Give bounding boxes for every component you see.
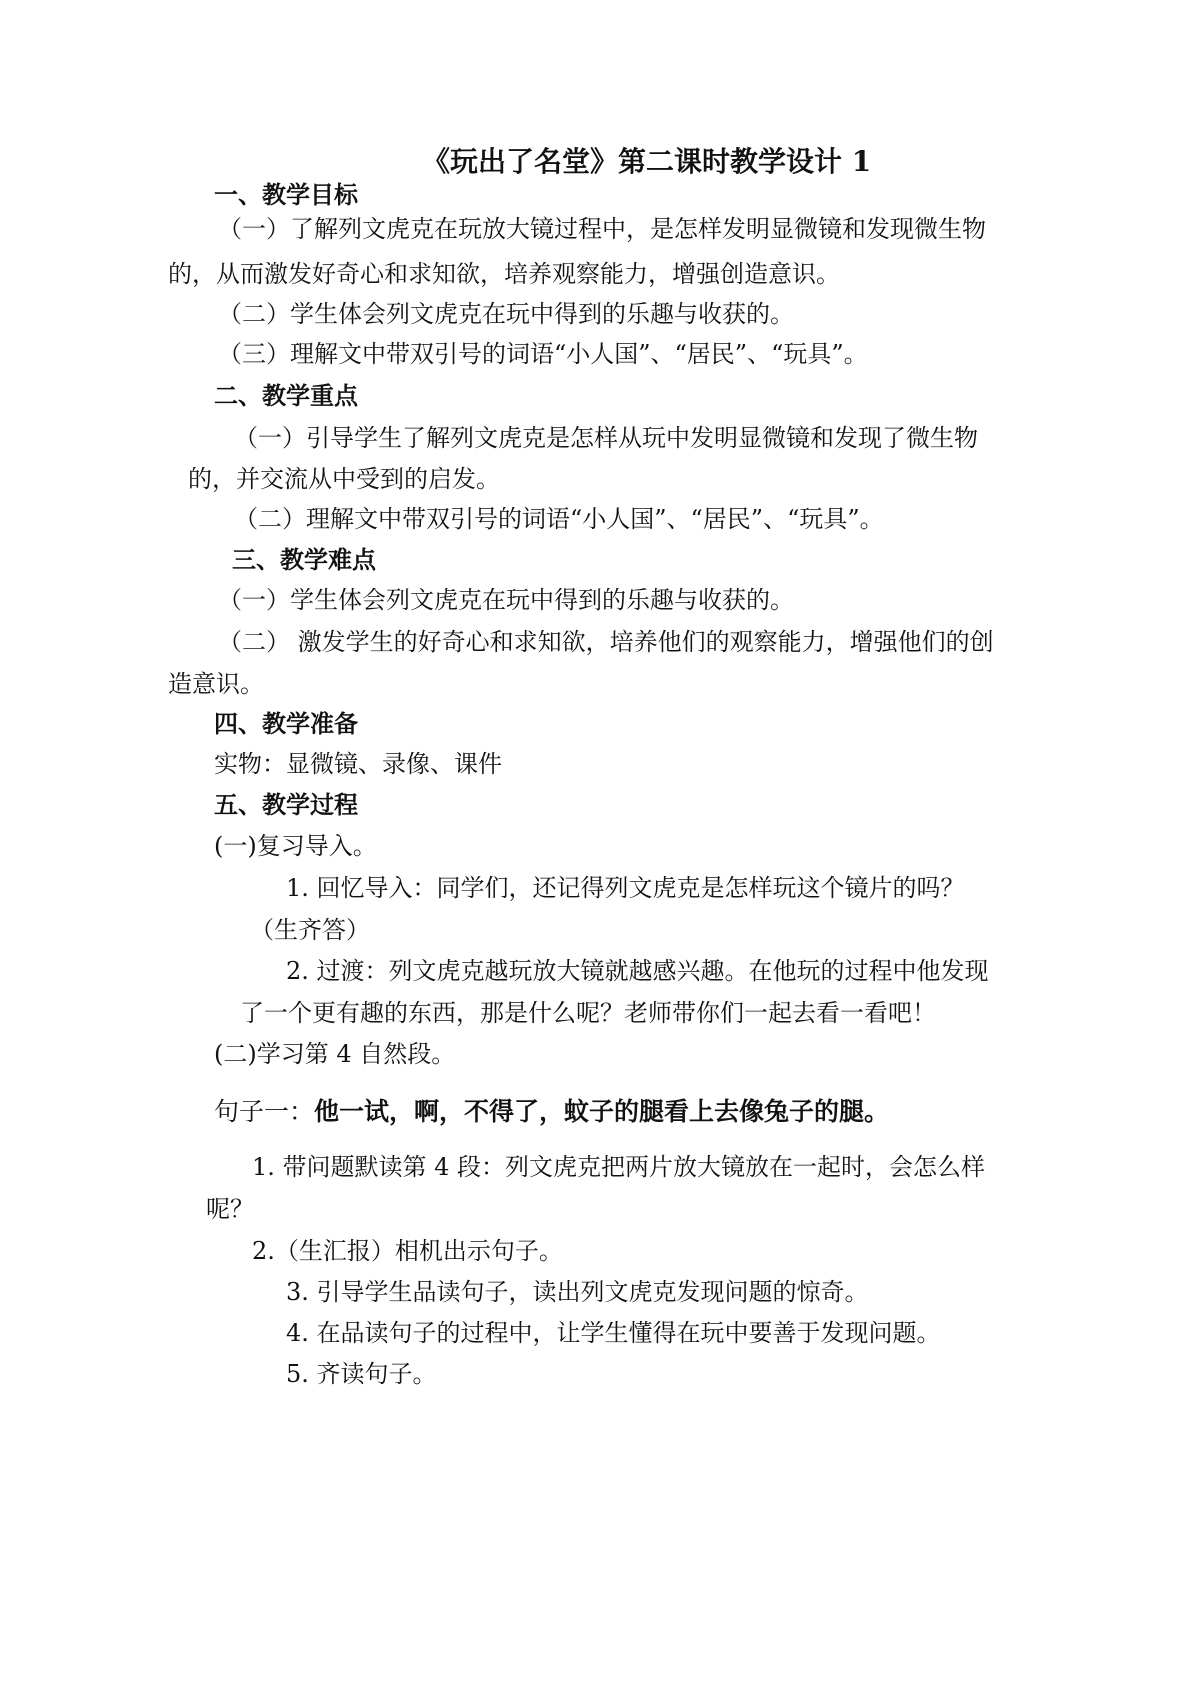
section-heading-key-points: 二、教学重点 <box>214 381 358 410</box>
section-heading-difficulties: 三、教学难点 <box>232 545 376 574</box>
goal-item-1: （一）了解列文虎克在玩放大镜过程中，是怎样发明显微镜和发现微生物 <box>218 215 986 243</box>
step-item-1-cont: 呢？ <box>206 1195 254 1223</box>
step-item-4: 4. 在品读句子的过程中，让学生懂得在玩中要善于发现问题。 <box>286 1319 941 1347</box>
sentence-line <box>214 1096 889 1128</box>
sentence-label: 句子一： <box>214 1097 315 1126</box>
page-title: 《玩出了名堂》第二课时教学设计 1 <box>422 145 872 178</box>
difficulty-item-1: （一）学生体会列文虎克在玩中得到的乐趣与收获的。 <box>218 586 794 614</box>
key-point-item-2: （二）理解文中带双引号的词语“小人国”、“居民”、“玩具”。 <box>234 505 884 533</box>
sentence-text: 他一试，啊，不得了，蚊子的腿看上去像兔子的腿。 <box>314 1097 890 1126</box>
section-heading-process: 五、教学过程 <box>214 790 358 819</box>
process-item-review: (一)复习导入。 <box>214 832 377 860</box>
step-item-1: 1. 带问题默读第 4 段：列文虎克把两片放大镜放在一起时，会怎么样 <box>252 1153 986 1181</box>
step-item-2: 2.（生汇报）相机出示句子。 <box>252 1237 563 1265</box>
section-heading-goals: 一、教学目标 <box>214 180 358 209</box>
process-item-answer: （生齐答） <box>250 916 370 944</box>
goal-item-3: （三）理解文中带双引号的词语“小人国”、“居民”、“玩具”。 <box>218 340 868 368</box>
process-item-transition: 2. 过渡：列文虎克越玩放大镜就越感兴趣。在他玩的过程中他发现 <box>286 957 989 985</box>
section-heading-preparation: 四、教学准备 <box>214 709 358 738</box>
key-point-item-1-cont: 的，并交流从中受到的启发。 <box>188 465 500 493</box>
process-item-study: (二)学习第 4 自然段。 <box>214 1040 456 1068</box>
process-item-transition-cont: 了一个更有趣的东西，那是什么呢？老师带你们一起去看一看吧！ <box>240 999 936 1027</box>
goal-item-2: （二）学生体会列文虎克在玩中得到的乐趣与收获的。 <box>218 300 794 328</box>
step-item-3: 3. 引导学生品读句子，读出列文虎克发现问题的惊奇。 <box>286 1278 869 1306</box>
step-item-5: 5. 齐读句子。 <box>286 1360 437 1388</box>
goal-item-1-cont: 的，从而激发好奇心和求知欲，培养观察能力，增强创造意识。 <box>168 260 840 288</box>
process-item-recall: 1. 回忆导入：同学们，还记得列文虎克是怎样玩这个镜片的吗？ <box>286 874 965 902</box>
difficulty-item-2: （二） 激发学生的好奇心和求知欲，培养他们的观察能力，增强他们的创 <box>218 628 994 656</box>
difficulty-item-2-cont: 造意识。 <box>168 670 264 698</box>
preparation-item-1: 实物：显微镜、录像、课件 <box>214 750 502 778</box>
key-point-item-1: （一）引导学生了解列文虎克是怎样从玩中发明显微镜和发现了微生物 <box>234 424 978 452</box>
